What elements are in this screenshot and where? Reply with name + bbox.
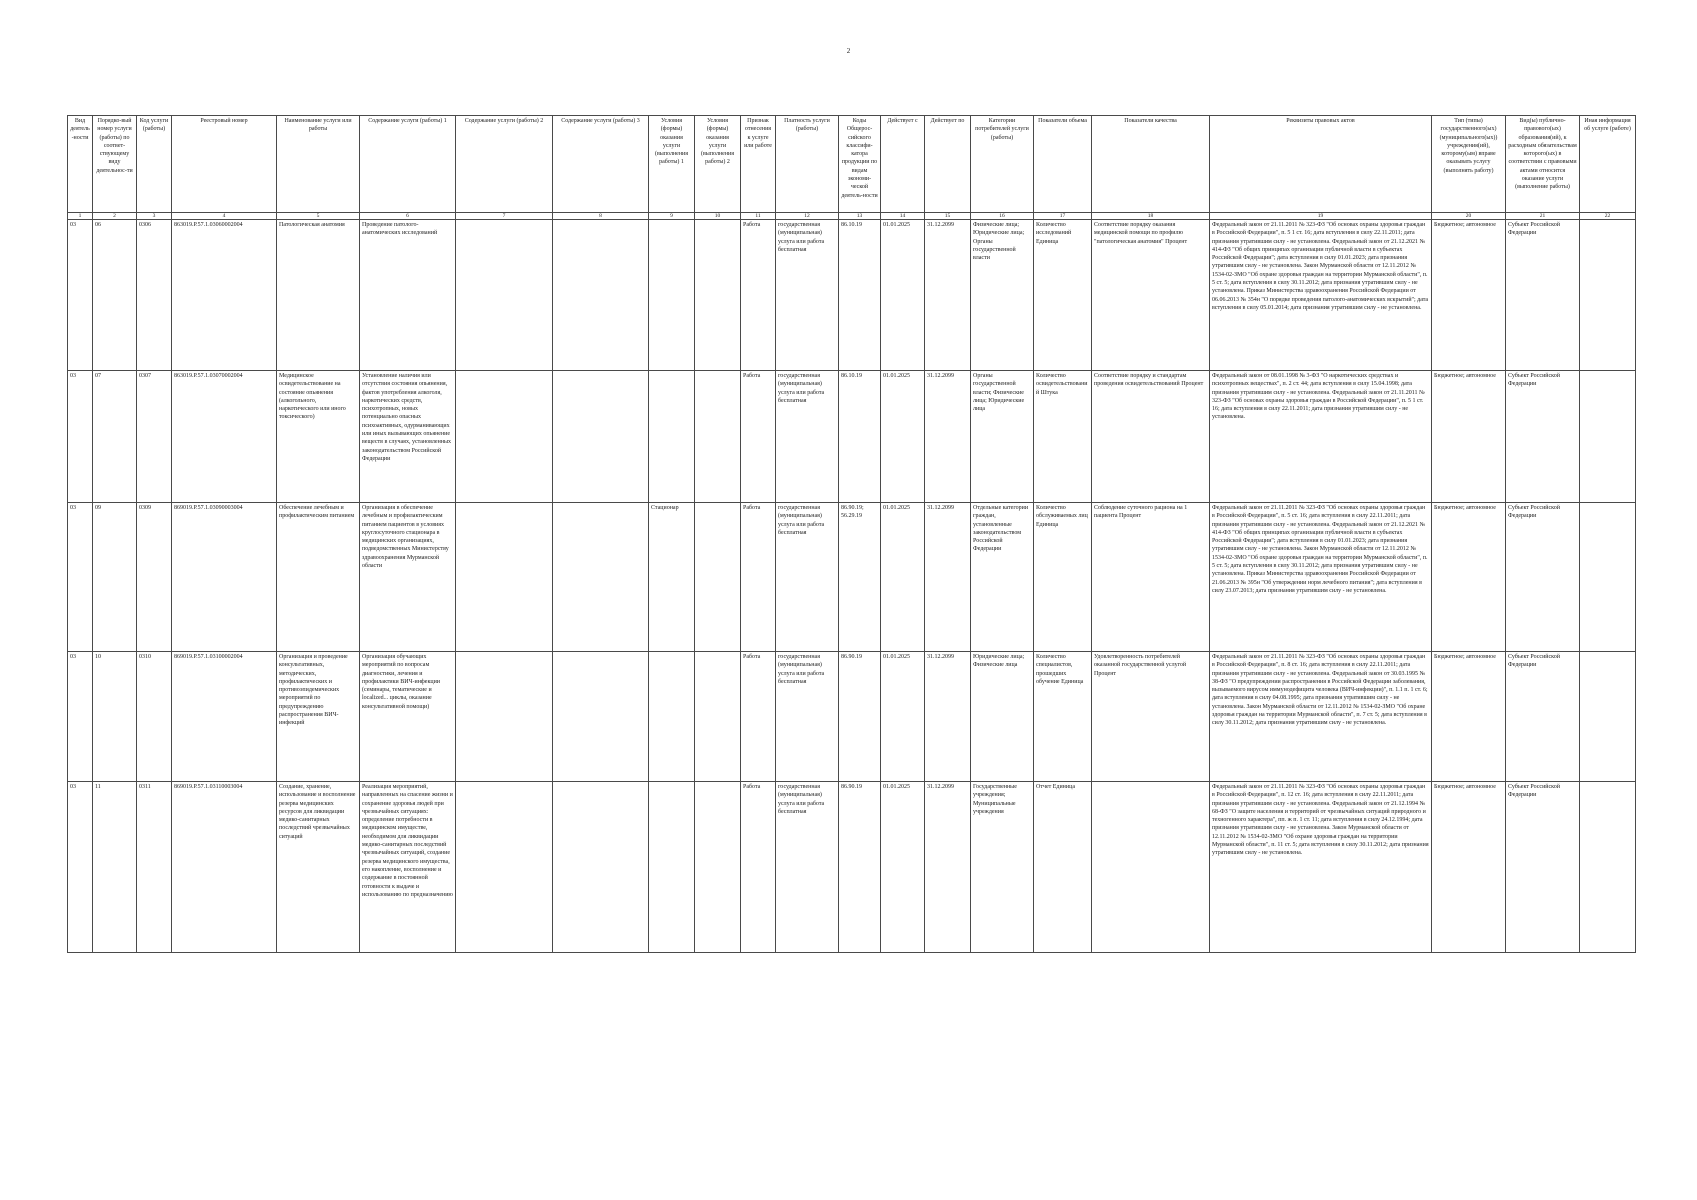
column-number-row	[68, 213, 1636, 220]
column-number: 9	[649, 213, 695, 220]
table-cell: 863019.Р.57.1.03060002004	[172, 220, 277, 371]
col-header: Категории потребителей услуги (работы)	[971, 116, 1034, 213]
table-cell: Работа	[741, 503, 776, 652]
table-cell: Государственные учреждения; Муниципальные учреждения	[971, 782, 1034, 953]
table-cell: Организация и проведение консультативных, методических, профилактических и противоэпидемических мероприятий по предупреждению распространения ВИЧ-инфекций	[277, 652, 360, 782]
col-header: Признак отнесения к услуге или работе	[741, 116, 776, 213]
col-header: Условия (формы) оказания услуги (выполнения работы) 1	[649, 116, 695, 213]
table-row	[68, 782, 1636, 953]
column-number: 17	[1034, 213, 1092, 220]
table-cell: 0310	[137, 652, 172, 782]
header-row	[68, 116, 1636, 213]
table-cell: Организация в обеспечение лечебным и профилактическим питанием пациентов в условиях круглосуточного стационара в медицинских организациях, подведомственных Министерству здравоохранения Мурманской области	[360, 503, 456, 652]
table-cell: Работа	[741, 371, 776, 503]
table-cell: Организация обучающих мероприятий по вопросам диагностики, лечения и профилактики ВИЧ-инфекции (семинары, тематические и localized... циклы, оказание консультативной помощи)	[360, 652, 456, 782]
table-cell: 07	[93, 371, 137, 503]
table-cell: Работа	[741, 782, 776, 953]
column-number: 12	[776, 213, 839, 220]
column-number: 13	[839, 213, 881, 220]
table-cell: 86.10.19	[839, 220, 881, 371]
col-header: Действует с	[881, 116, 925, 213]
table-cell: Медицинское освидетельствование на состояние опьянения (алкогольного, наркотического или иного токсического)	[277, 371, 360, 503]
table-cell: государственная (муниципальная) услуга или работа бесплатная	[776, 220, 839, 371]
table-cell: Бюджетное; автономное	[1432, 782, 1506, 953]
table-cell: Соответствие порядку оказания медицинской помощи по профилю "патологическая анатомия" Процент	[1092, 220, 1210, 371]
column-number: 8	[553, 213, 649, 220]
table-row	[68, 503, 1636, 652]
table-cell: 86.90.19	[839, 782, 881, 953]
column-number: 21	[1506, 213, 1580, 220]
column-number: 3	[137, 213, 172, 220]
table-cell: 01.01.2025	[881, 371, 925, 503]
col-header: Содержание услуги (работы) 1	[360, 116, 456, 213]
col-header: Действует по	[925, 116, 971, 213]
table-cell: Федеральный закон от 21.11.2011 № 323-ФЗ "Об основах охраны здоровья граждан в Российской Федерации", п. 12 ст. 16; дата вступления в силу 22.11.2011; дата признания утратившим силу - не установлена. Федеральный закон от 21.12.1994 № 68-ФЗ "О защите населения и территорий от чрезвычайных ситуаций природного и техногенного характера", пп. ж п. 1 ст. 11; дата вступления в силу 24.12.1994; дата признания утратившим силу - не установлена. Закон Мурманской области от 12.11.2012 № 1534-02-ЗМО "Об охране здоровья граждан на территории Мурманской области", п. 11 ст. 5; дата вступления в силу 30.11.2012; дата признания утратившим силу - не установлена.	[1210, 782, 1432, 953]
table-cell	[553, 652, 649, 782]
table-cell	[456, 503, 553, 652]
table-cell: Федеральный закон от 08.01.1998 № 3-ФЗ "О наркотических средствах и психотропных веществах", п. 2 ст. 44; дата вступления в силу 15.04.1998; дата признания утратившим силу - не установлена. Федеральный закон от 21.11.2011 № 323-ФЗ "Об основах охраны здоровья граждан в Российской Федерации", п. 5 1 ст. 16; дата вступления в силу 22.11.2011; дата признания утратившим силу - не установлена.	[1210, 371, 1432, 503]
table-cell: Субъект Российской Федерации	[1506, 503, 1580, 652]
table-cell	[553, 371, 649, 503]
table-cell: Федеральный закон от 21.11.2011 № 323-ФЗ "Об основах охраны здоровья граждан в Российской Федерации", п. 5 1 ст. 16; дата вступления в силу 22.11.2011; дата признания утратившим силу - не установлена. Федеральный закон от 21.12.2021 № 414-ФЗ "Об общих принципах организации публичной власти в субъектах Российской Федерации"; дата вступления в силу 01.01.2023; дата признания утратившим силу - не установлена. Закон Мурманской области от 12.11.2012 № 1534-02-ЗМО "Об охране здоровья граждан на территории Мурманской области", п. 5 ст. 5; дата вступления в силу 30.11.2012; дата признания утратившим силу - не установлена. Приказ Министерства здравоохранения Российской Федерации от 06.06.2013 № 354н "О порядке проведения патолого-анатомических вскрытий"; дата вступления в силу 05.01.2014; дата признания утратившим силу - не установлена.	[1210, 220, 1432, 371]
table-row	[68, 220, 1636, 371]
table-cell: Органы государственной власти; Физические лица; Юридические лица	[971, 371, 1034, 503]
col-header: Тип (типы) государственного(ых) (муниципального(ых)) учреждения(ий), которому(ым) вправе оказывать услугу (выполнять работу)	[1432, 116, 1506, 213]
table-cell: Обеспечение лечебным и профилактическим питанием	[277, 503, 360, 652]
col-header: Реквизиты правовых актов	[1210, 116, 1432, 213]
col-header: Вид(ы) публично-правового(ых) образования(ий), к расходным обязательствам которого(ых) в соответствии с правовыми актами относится оказание услуги (выполнение работы)	[1506, 116, 1580, 213]
table-cell: 31.12.2099	[925, 503, 971, 652]
table-cell	[649, 782, 695, 953]
column-number: 15	[925, 213, 971, 220]
table-cell: 869019.Р.57.1.03090003004	[172, 503, 277, 652]
table-cell: Отчет Единица	[1034, 782, 1092, 953]
table-cell: Субъект Российской Федерации	[1506, 371, 1580, 503]
col-header: Показатели качества	[1092, 116, 1210, 213]
table-cell: Субъект Российской Федерации	[1506, 652, 1580, 782]
col-header: Наименование услуги или работы	[277, 116, 360, 213]
column-number: 18	[1092, 213, 1210, 220]
table-cell: 03	[68, 503, 93, 652]
table-cell: Бюджетное; автономное	[1432, 652, 1506, 782]
table-cell: 31.12.2099	[925, 371, 971, 503]
table-cell: Количество исследований Единица	[1034, 220, 1092, 371]
table-cell: 31.12.2099	[925, 652, 971, 782]
table-cell: государственная (муниципальная) услуга или работа бесплатная	[776, 782, 839, 953]
table-cell: 06	[93, 220, 137, 371]
table-cell: государственная (муниципальная) услуга или работа бесплатная	[776, 503, 839, 652]
column-number: 14	[881, 213, 925, 220]
page-number: 2	[846, 47, 851, 55]
table-cell: Бюджетное; автономное	[1432, 220, 1506, 371]
table-cell	[456, 220, 553, 371]
table-cell	[1580, 782, 1636, 953]
table-cell: 01.01.2025	[881, 503, 925, 652]
table-cell: Федеральный закон от 21.11.2011 № 323-ФЗ "Об основах охраны здоровья граждан в Российской Федерации", п. 5 ст. 16; дата вступления в силу 22.11.2011; дата признания утратившим силу - не установлена. Федеральный закон от 21.12.2021 № 414-ФЗ "Об общих принципах организации публичной власти в субъектах Российской Федерации"; дата вступления в силу 01.01.2023; дата признания утратившим силу - не установлена. Закон Мурманской области от 12.11.2012 № 1534-02-ЗМО "Об охране здоровья граждан на территории Мурманской области", п. 5 ст. 5; дата вступления в силу 30.11.2012; дата признания утратившим силу - не установлена. Приказ Министерства здравоохранения Российской Федерации от 21.06.2013 № 395н "Об утверждении норм лечебного питания"; дата вступления в силу 23.07.2013; дата признания утратившим силу - не установлена.	[1210, 503, 1432, 652]
table-cell	[695, 782, 741, 953]
table-cell: Реализация мероприятий, направленных на спасение жизни и сохранение здоровья людей при чрезвычайных ситуациях: определение потребности в медицинском имуществе, необходимом для ликвидации медико-санитарных последствий чрезвычайных ситуаций, создание резерва медицинского имущества, его накопление, восполнение и содержание в постоянной готовности к выдаче и использованию по предназначению	[360, 782, 456, 953]
table-row	[68, 371, 1636, 503]
table-cell: Физические лица; Юридические лица; Органы государственной власти	[971, 220, 1034, 371]
table-cell: Юридические лица; Физические лица	[971, 652, 1034, 782]
table-cell: 0306	[137, 220, 172, 371]
table-cell: 03	[68, 371, 93, 503]
table-cell: Удовлетворенность потребителей оказанной государственной услугой Процент	[1092, 652, 1210, 782]
col-header: Содержание услуги (работы) 3	[553, 116, 649, 213]
table-cell: Проведение патолого-анатомических исследований	[360, 220, 456, 371]
table-cell	[456, 652, 553, 782]
table-cell: 0309	[137, 503, 172, 652]
column-number: 5	[277, 213, 360, 220]
table-cell: 03	[68, 782, 93, 953]
table-cell: Федеральный закон от 21.11.2011 № 323-ФЗ "Об основах охраны здоровья граждан в Российской Федерации", п. 8 ст. 16; дата вступления в силу 22.11.2011; дата признания утратившим силу - не установлена. Федеральный закон от 30.03.1995 № 38-ФЗ "О предупреждении распространения в Российской Федерации заболевания, вызываемого вирусом иммунодефицита человека (ВИЧ-инфекции)", п. 1.1 п. 1 ст. 6; дата вступления в силу 04.08.1995; дата признания утратившим силу - не установлена. Закон Мурманской области от 12.11.2012 № 1534-02-ЗМО "Об охране здоровья граждан на территории Мурманской области", п. 7 ст. 5; дата вступления в силу 30.11.2012; дата признания утратившим силу - не установлена.	[1210, 652, 1432, 782]
column-number: 4	[172, 213, 277, 220]
col-header: Реестровый номер	[172, 116, 277, 213]
table-cell	[649, 652, 695, 782]
table-cell: Соблюдение суточного рациона на 1 пациента Процент	[1092, 503, 1210, 652]
table-cell	[1092, 782, 1210, 953]
table-cell: Работа	[741, 220, 776, 371]
table-cell: государственная (муниципальная) услуга или работа бесплатная	[776, 652, 839, 782]
table-cell: 869019.Р.57.1.03100002004	[172, 652, 277, 782]
table-cell: 31.12.2099	[925, 220, 971, 371]
table-cell	[553, 220, 649, 371]
table-cell: Работа	[741, 652, 776, 782]
table-cell: 01.01.2025	[881, 652, 925, 782]
table-cell	[1580, 652, 1636, 782]
table-cell	[695, 652, 741, 782]
table-cell	[456, 782, 553, 953]
table-cell: Создание, хранение, использование и восполнение резерва медицинских ресурсов для ликвидации медико-санитарных последствий чрезвычайных ситуаций	[277, 782, 360, 953]
table-cell	[456, 371, 553, 503]
table-cell	[1580, 503, 1636, 652]
table-cell: Количество освидетельствований Штука	[1034, 371, 1092, 503]
table-cell: Количество обслуживаемых лиц Единица	[1034, 503, 1092, 652]
table-cell: 03	[68, 220, 93, 371]
table-cell: Количество специалистов, прошедших обучение Единица	[1034, 652, 1092, 782]
col-header: Коды Общерос-сийского классифи-катора продукции по видам экономи-ческой деятель-ности	[839, 116, 881, 213]
col-header: Платность услуги (работы)	[776, 116, 839, 213]
column-number: 2	[93, 213, 137, 220]
column-number: 6	[360, 213, 456, 220]
table-cell: 11	[93, 782, 137, 953]
table-row	[68, 652, 1636, 782]
col-header: Иная информация об услуге (работе)	[1580, 116, 1636, 213]
col-header: Вид деятель-ности	[68, 116, 93, 213]
table-cell: Бюджетное; автономное	[1432, 371, 1506, 503]
table-cell: Соответствие порядку и стандартам проведения освидетельствований Процент	[1092, 371, 1210, 503]
table-cell	[553, 503, 649, 652]
column-number: 7	[456, 213, 553, 220]
table-cell: Бюджетное; автономное	[1432, 503, 1506, 652]
table-cell	[695, 503, 741, 652]
table-cell: 863019.Р.57.1.03070002004	[172, 371, 277, 503]
table-cell: Стационар	[649, 503, 695, 652]
table-cell: Субъект Российской Федерации	[1506, 220, 1580, 371]
table-cell	[695, 220, 741, 371]
table-cell: государственная (муниципальная) услуга или работа бесплатная	[776, 371, 839, 503]
table-cell: 31.12.2099	[925, 782, 971, 953]
table-cell	[553, 782, 649, 953]
table-cell: 869019.Р.57.1.03110003004	[172, 782, 277, 953]
table-cell	[1580, 220, 1636, 371]
col-header: Условия (формы) оказания услуги (выполнения работы) 2	[695, 116, 741, 213]
table-cell: 10	[93, 652, 137, 782]
table-cell: 01.01.2025	[881, 220, 925, 371]
table-cell: 86.90.19	[839, 652, 881, 782]
table-cell: Отдельные категории граждан, установленные законодательством Российской Федерации	[971, 503, 1034, 652]
table-cell: Субъект Российской Федерации	[1506, 782, 1580, 953]
table-cell	[649, 371, 695, 503]
table-cell: 0311	[137, 782, 172, 953]
services-registry-table	[67, 115, 1636, 953]
column-number: 10	[695, 213, 741, 220]
table-cell	[1580, 371, 1636, 503]
table-cell	[649, 220, 695, 371]
col-header: Код услуги (работы)	[137, 116, 172, 213]
table-cell: 03	[68, 652, 93, 782]
column-number: 11	[741, 213, 776, 220]
table-cell: 86.90.19; 56.29.19	[839, 503, 881, 652]
column-number: 19	[1210, 213, 1432, 220]
col-header: Содержание услуги (работы) 2	[456, 116, 553, 213]
table-cell: Установление наличия или отсутствия состояния опьянения, фактов употребления алкоголя, наркотических средств, психотропных, новых потенциально опасных психоактивных, одурманивающих или иных вызывающих опьянение веществ в случаях, установленных законодательством Российской Федерации	[360, 371, 456, 503]
column-number: 22	[1580, 213, 1636, 220]
table-cell: 09	[93, 503, 137, 652]
table-cell: Патологическая анатомия	[277, 220, 360, 371]
column-number: 1	[68, 213, 93, 220]
table-cell: 0307	[137, 371, 172, 503]
column-number: 20	[1432, 213, 1506, 220]
col-header: Показатели объема	[1034, 116, 1092, 213]
table-cell: 86.10.19	[839, 371, 881, 503]
col-header: Порядко-вый номер услуги (работы) по соответ-ствующему виду деятельнос-ти	[93, 116, 137, 213]
column-number: 16	[971, 213, 1034, 220]
table-cell: 01.01.2025	[881, 782, 925, 953]
table-cell	[695, 371, 741, 503]
